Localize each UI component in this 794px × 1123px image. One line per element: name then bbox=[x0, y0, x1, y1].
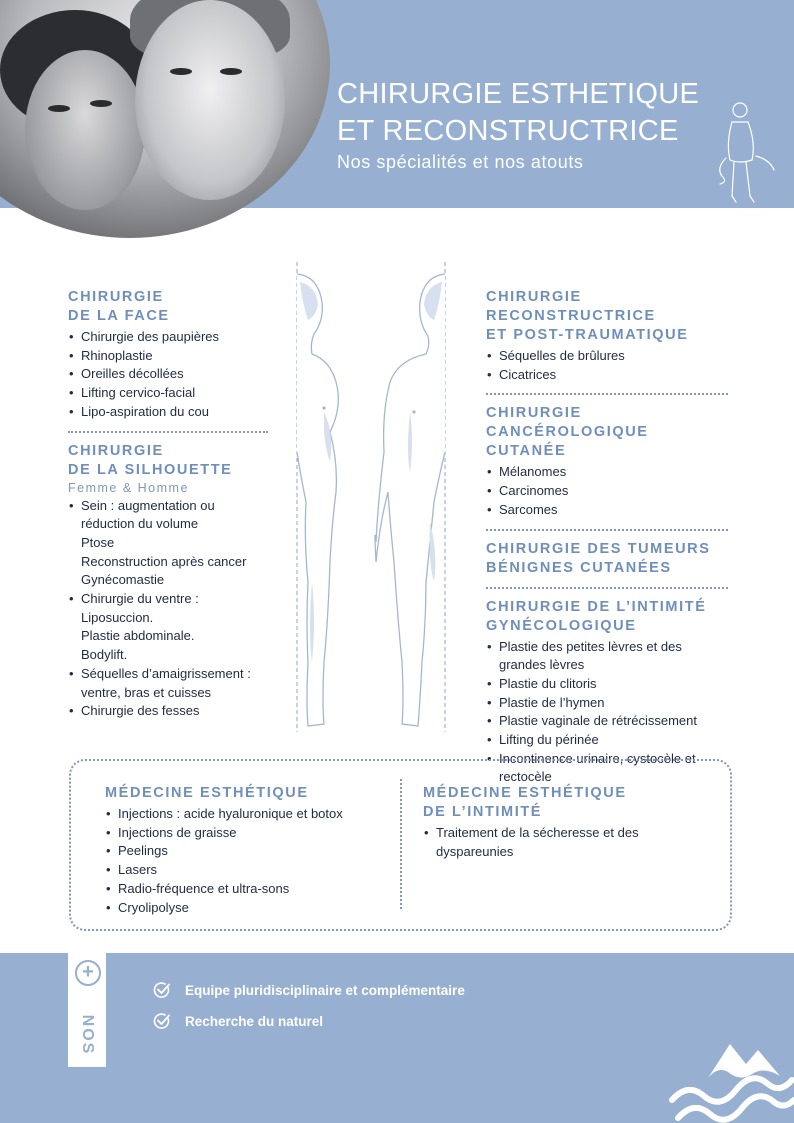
plus-circle-icon: + bbox=[75, 960, 101, 986]
section-aesthetic-intimacy-title: MÉDECINE ESTHÉTIQUE DE L’INTIMITÉ bbox=[423, 785, 627, 820]
list-item: • Rhinoplastie bbox=[68, 347, 268, 366]
list-item: • Incontinence urinaire, cystocèle et rectocèle bbox=[486, 750, 728, 787]
section-aesthetic-intimacy bbox=[423, 784, 693, 861]
section-face-title: CHIRURGIE DE LA FACE bbox=[68, 289, 170, 324]
list-item: • Chirurgie des fesses bbox=[68, 702, 268, 721]
list-item: • Mélanomes bbox=[486, 463, 728, 482]
list-item: • Cicatrices bbox=[486, 366, 728, 385]
reconstructive-list bbox=[486, 347, 728, 384]
list-item: • Carcinomes bbox=[486, 482, 728, 501]
list-item: • Injections : acide hyaluronique et botox bbox=[105, 805, 395, 824]
aesthetic-intimacy-list bbox=[423, 824, 693, 861]
section-aesthetic-title: MÉDECINE ESTHÉTIQUE bbox=[105, 785, 309, 801]
section-tumors-title: CHIRURGIE DES TUMEURS BÉNIGNES CUTANÉES bbox=[486, 540, 711, 576]
section-silhouette bbox=[68, 442, 268, 721]
list-item: • Lifting du périnée bbox=[486, 731, 728, 750]
section-cancer-title: CHIRURGIE CANCÉROLOGIQUE CUTANÉE bbox=[486, 405, 649, 460]
face-list bbox=[68, 328, 268, 422]
check-circle-icon bbox=[153, 981, 171, 999]
list-item: • Lipo-aspiration du cou bbox=[68, 403, 268, 422]
aesthetic-list bbox=[105, 805, 395, 917]
section-silhouette-subtitle: Femme & Homme bbox=[68, 480, 189, 495]
advantage-item: Recherche du naturel bbox=[153, 1012, 323, 1030]
page-title-line1: CHIRURGIE ESTHETIQUE bbox=[337, 78, 700, 110]
page-subtitle: Nos spécialités et nos atouts bbox=[337, 152, 584, 172]
list-item: • Plastie vaginale de rétrécissement bbox=[486, 712, 728, 731]
section-silhouette-title: CHIRURGIE DE LA SILHOUETTE bbox=[68, 442, 233, 478]
section-intimacy-title: CHIRURGIE DE L’INTIMITÉ GYNÉCOLOGIQUE bbox=[486, 598, 707, 634]
list-item: • Chirurgie du ventre : Liposuccion. Plastie abdominale. Bodylift. bbox=[68, 590, 268, 665]
list-item: • Oreilles décollées bbox=[68, 365, 268, 384]
section-aesthetic bbox=[105, 784, 395, 917]
wave-logo-icon bbox=[668, 1030, 794, 1123]
left-column bbox=[68, 288, 268, 721]
section-cancer bbox=[486, 404, 728, 519]
page-title-line2: ET RECONSTRUCTRICE bbox=[337, 115, 679, 147]
section-tumors bbox=[486, 540, 728, 578]
person-sketch-icon bbox=[712, 98, 782, 208]
list-item: • Séquelles d’amaigrissement : ventre, bras et cuisses bbox=[68, 665, 268, 702]
list-item: • Cryolipolyse bbox=[105, 899, 395, 918]
list-item: • Plastie des petites lèvres et des grandes lèvres bbox=[486, 638, 728, 675]
list-item: • Lasers bbox=[105, 861, 395, 880]
list-item: • Sein : augmentation ou réduction du volume Ptose Reconstruction après cancer Gynécomastie bbox=[68, 497, 268, 591]
section-face bbox=[68, 288, 268, 422]
dotted-divider bbox=[400, 779, 402, 909]
check-circle-icon bbox=[153, 1012, 171, 1030]
section-reconstructive bbox=[486, 288, 728, 384]
list-item: • Injections de graisse bbox=[105, 824, 395, 843]
nos-label: NOS bbox=[79, 1014, 96, 1056]
dotted-divider bbox=[486, 393, 728, 395]
list-item: • Chirurgie des paupières bbox=[68, 328, 268, 347]
section-reconstructive-title: CHIRURGIE RECONSTRUCTRICE ET POST-TRAUMATIQUE bbox=[486, 289, 689, 343]
list-item: • Plastie du clitoris bbox=[486, 675, 728, 694]
dotted-divider bbox=[486, 529, 728, 531]
advantage-item: Equipe pluridisciplinaire et complémentaire bbox=[153, 981, 465, 999]
dotted-divider bbox=[486, 587, 728, 589]
list-item: • Lifting cervico-facial bbox=[68, 384, 268, 403]
list-item: • Traitement de la sécheresse et des dyspareunies bbox=[423, 824, 693, 861]
list-item: • Séquelles de brûlures bbox=[486, 347, 728, 366]
body-silhouettes-illustration bbox=[290, 262, 456, 732]
dotted-divider bbox=[68, 431, 268, 433]
silhouette-list bbox=[68, 497, 268, 721]
list-item: • Sarcomes bbox=[486, 501, 728, 520]
list-item: • Peelings bbox=[105, 842, 395, 861]
list-item: • Radio-fréquence et ultra-sons bbox=[105, 880, 395, 899]
cancer-list bbox=[486, 463, 728, 519]
right-column bbox=[486, 288, 728, 787]
page-title bbox=[337, 76, 757, 150]
list-item: • Plastie de l’hymen bbox=[486, 694, 728, 713]
